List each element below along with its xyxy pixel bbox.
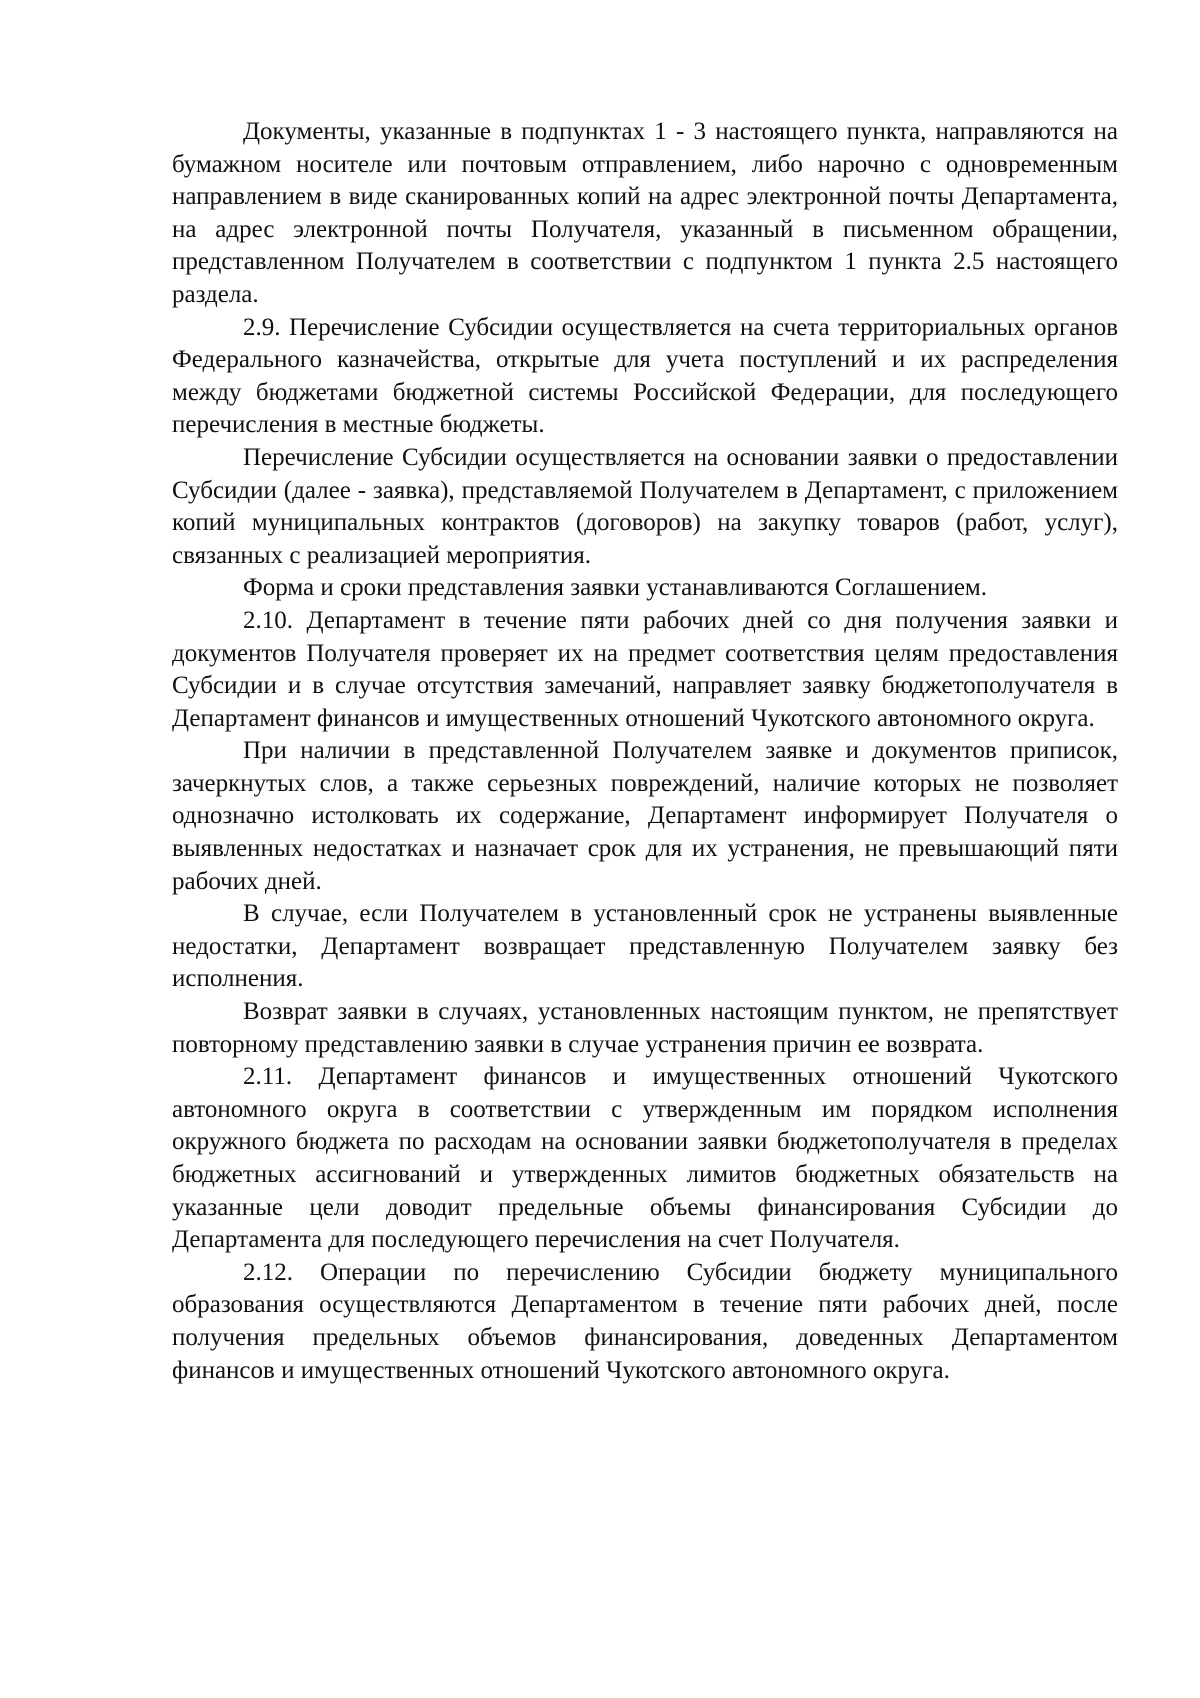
paragraph-transfer-basis: Перечисление Субсидии осуществляется на основании заявки о предоставлении Субсидии (далее - заявка), представляемой Получателем в Департамент, с приложением копий муниципальных контрактов (договоров) на закупку товаров (работ, услуг), связанных с реализацией мероприятия. [172, 443, 1118, 569]
paragraph-2-9: 2.9. Перечисление Субсидии осуществляется на счета территориальных органов Федерального казначейства, открытые для учета поступлений и их распределения между бюджетами бюджетной системы Российской Федерации, для последующего перечисления в местные бюджеты. [172, 313, 1118, 439]
paragraph-form-terms: Форма и сроки представления заявки устанавливаются Соглашением. [243, 574, 987, 602]
paragraph-deficiencies: При наличии в представленной Получателем заявке и документов приписок, зачеркнутых слов, а также серьезных повреждений, наличие которых не позволяет однозначно истолковать их содержание, Департамент информирует Получателя о выявленных недостатках и назначает срок для их устранения, не превышающий пяти рабочих дней. [172, 737, 1118, 895]
paragraph-documents-delivery: Документы, указанные в подпунктах 1 - 3 настоящего пункта, направляются на бумажном носителе или почтовым отправлением, либо нарочно с одновременным направлением в виде сканированных копий на адрес электронной почты Департамента, на адрес электронной почты Получателя, указанный в письменном обращении, представленном Получателем в соответствии с подпунктом 1 пункта 2.5 настоящего раздела. [172, 118, 1118, 308]
paragraph-resubmission: Возврат заявки в случаях, установленных настоящим пунктом, не препятствует повторному представлению заявки в случае устранения причин ее возврата. [172, 998, 1118, 1058]
paragraph-2-12: 2.12. Операции по перечислению Субсидии бюджету муниципального образования осуществляются Департаментом в течение пяти рабочих дней, после получения предельных объемов финансирования, доведенных Департаментом финансов и имущественных отношений Чукотского автономного округа. [172, 1258, 1118, 1384]
paragraph-2-11: 2.11. Департамент финансов и имущественных отношений Чукотского автономного округа в соответствии с утвержденным им порядком исполнения окружного бюджета по расходам на основании заявки бюджетополучателя в пределах бюджетных ассигнований и утвержденных лимитов бюджетных обязательств на указанные цели доводит предельные объемы финансирования Субсидии до Департамента для последующего перечисления на счет Получателя. [172, 1063, 1118, 1254]
paragraph-return-application: В случае, если Получателем в установленный срок не устранены выявленные недостатки, Департамент возвращает представленную Получателем заявку без исполнения. [172, 900, 1118, 993]
document-body [172, 116, 1118, 1387]
paragraph-2-10: 2.10. Департамент в течение пяти рабочих дней со дня получения заявки и документов Получателя проверяет их на предмет соответствия целям предоставления Субсидии и в случае отсутствия замечаний, направляет заявку бюджетополучателя в Департамент финансов и имущественных отношений Чукотского автономного округа. [172, 606, 1118, 732]
